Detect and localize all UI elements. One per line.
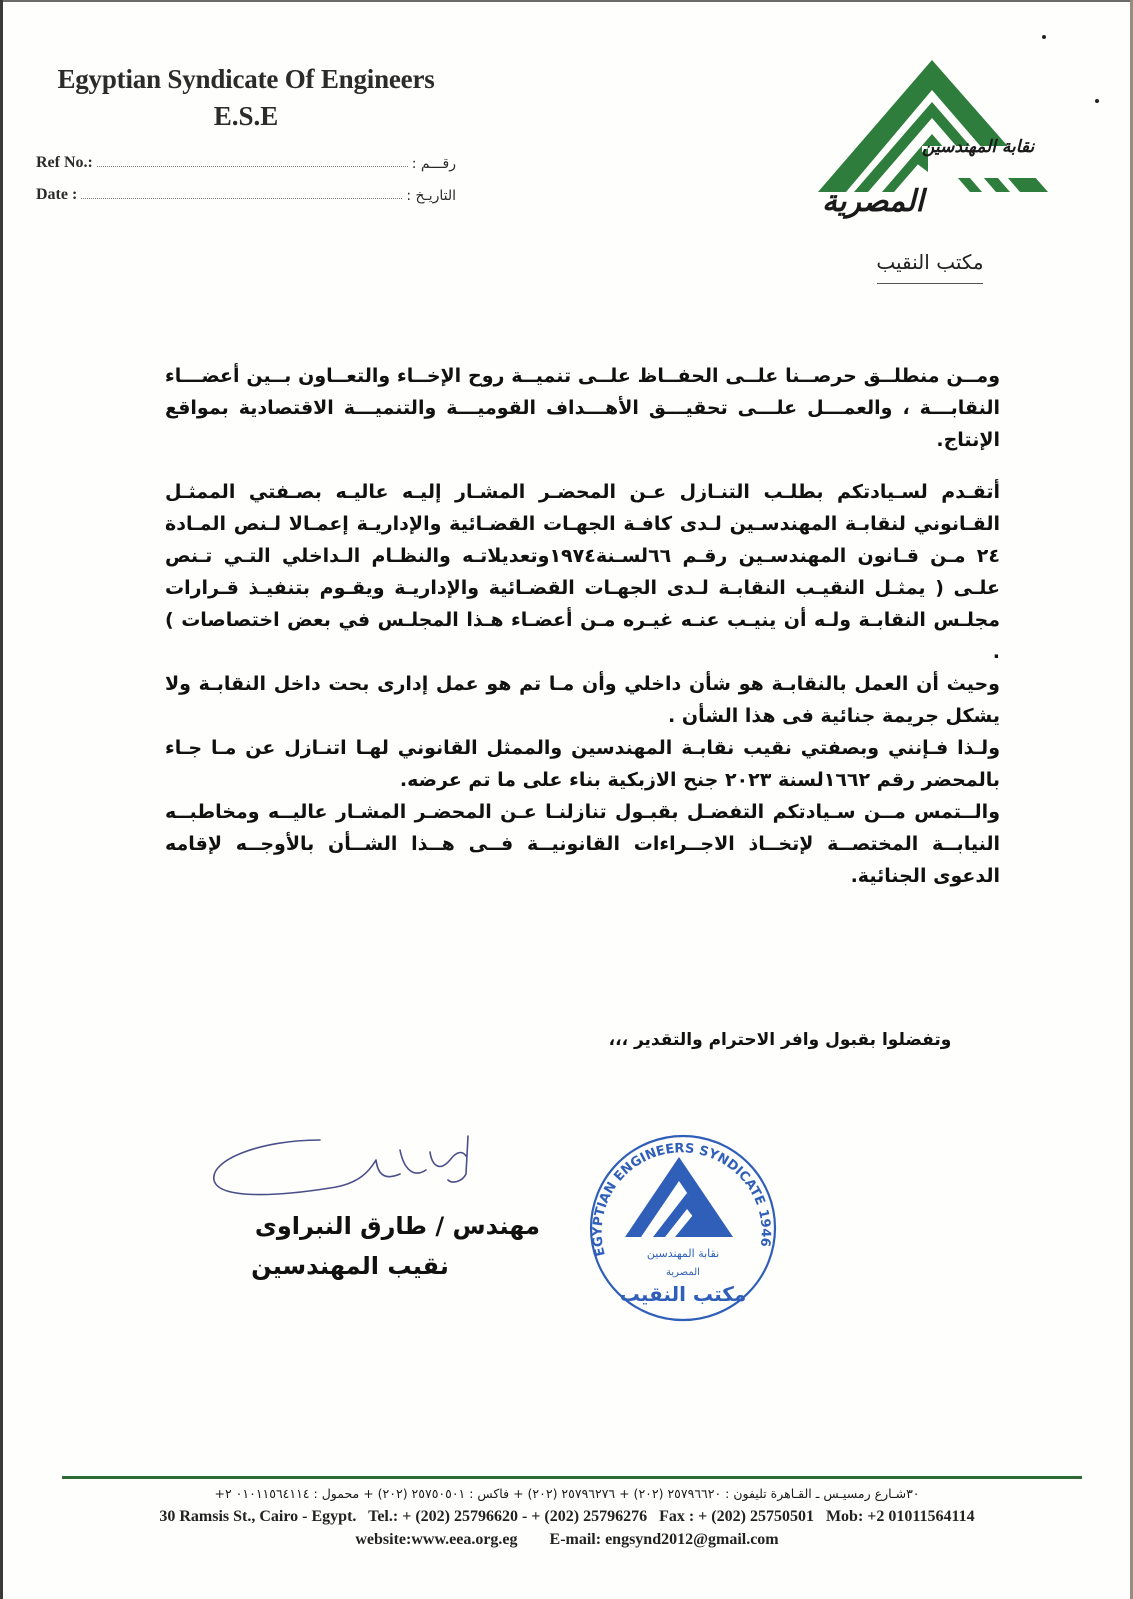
logo-title-line2: المصرية (822, 184, 924, 219)
footer-divider (62, 1476, 1082, 1479)
date-dotted-line (81, 197, 402, 199)
footer-address-ar: ٣٠شـارع رمسيـس ـ القـاهرة تليفون : ٢٥٧٩٦٦٢٠ (٢٠٢) + ٢٥٧٩٦٢٧٦ (٢٠٢) + فاكس : ٢٥٧٥٠٥٠١ (٢٠٢) + محمول : ٠١٠١١٥٦٤١١٤ ٢+ (214, 1486, 920, 1501)
logo-title-line1: نقابة المهندسين (922, 137, 1035, 157)
ref-number-field (36, 150, 456, 172)
footer-contact-line (62, 1531, 1072, 1549)
ref-dotted-line (97, 165, 408, 167)
body-paragraph: والــتمس مــن سـيادتكم التفضـل بقبـول تنازلنـا عـن المحضـر المشـار عاليــه ومخاطبــه النيابــة المختصــة لإتخــاذ الاجــراءات القانونيــة فــى هــذا الشــأن بالأوجــه لإقامه الدعوى الجنائية. (165, 801, 1000, 887)
footer-email-link[interactable]: E-mail: engsynd2012@gmail.com (549, 1531, 779, 1548)
stamp-inner-line1: نقابة المهندسين (646, 1247, 720, 1260)
official-stamp-icon (575, 1125, 785, 1325)
ref-label-ar: رقـــم : (411, 156, 456, 172)
stamp-inner-line2: المصرية (666, 1267, 700, 1278)
office-label: مكتب النقيب (876, 250, 984, 274)
stamp-inner-line3: مكتب النقيب (619, 1282, 747, 1306)
body-paragraph: أتقـدم لسـيادتكم بطلـب التنـازل عـن المحضـر المشـار إليـه عاليـه بصـفتي الممثـل القـانوني لنقابـة المهندسـين لـدى كافـة الجهـات القضـائية والإداريـة إعمـالا لـنص المـادة ٢٤ مـن قـانون المهندسـين رقـم ٦٦لسـنة١٩٧٤وتعديلاتـه والنظـام الـداخلي التـي تـنص علـى ( يمثـل النقيـب النقابـة لـدى الجهـات القضـائية والإداريـة ويقـوم بتنفيـذ قـرارات مجلـس النقابـة ولـه أن ينيـب عنـه غيـره مـن أعضـاء هـذا المجلـس في بعض اختصاصات ) . (165, 481, 1000, 663)
closing-line: وتفضلوا بقبول وافر الاحترام والتقدير ،،، (608, 1030, 952, 1050)
body-paragraph: ومــن منطلــق حرصــنا علــى الحفــاظ علــى تنميــة روح الإخــاء والتعــاون بــين أعضـــاء النقابـــة ، والعمـــل علـــى تحقيـــق الأهـــداف القوميـــة والتنميـــة الاقتصادية بمواقع الإنتاج. (165, 365, 1000, 451)
body-paragraph: وحيث أن العمل بالنقابـة هو شأن داخلي وأن مـا تم هو عمل إدارى بحت داخل النقابـة ولا يشكل جريمة جنائية فى هذا الشأن . (165, 673, 1000, 727)
footer-address-en: 30 Ramsis St., Cairo - Egypt. Tel.: + (202) 25796620 - + (202) 25796276 Fax : + (202) 25750501 Mob: +2 01011564114 (159, 1508, 975, 1525)
scan-speck (1042, 35, 1046, 39)
ref-label-en: Ref No.: (36, 154, 93, 171)
scan-speck (1095, 99, 1099, 103)
page-edge-top (0, 0, 1133, 2)
date-label-en: Date : (36, 186, 78, 203)
page-edge-left (0, 0, 3, 1599)
date-label-ar: التاريـخ : (406, 188, 456, 204)
signer-title: نقيب المهندسين (251, 1252, 449, 1280)
signer-name: مهندس / طارق النبراوى (254, 1212, 540, 1240)
org-abbreviation: E.S.E (213, 101, 279, 131)
date-field (36, 182, 456, 204)
org-name-en: Egyptian Syndicate Of Engineers (57, 64, 435, 94)
office-underline (877, 283, 983, 284)
footer-website-link[interactable]: website:www.eea.org.eg (355, 1531, 518, 1548)
letter-body (165, 360, 1000, 892)
stamp-ring-text: EGYPTIAN ENGINEERS SYNDICATE 1946 (590, 1141, 773, 1258)
handwritten-signature-icon (200, 1130, 500, 1220)
body-paragraph: ولـذا فـإنني وبصفتي نقيب نقابـة المهندسين والممثل القانوني لهـا اتنـازل عن مـا جـاء بالمحضر رقم ١٦٦٢لسنة ٢٠٢٣ جنح الازبكية بناء على ما تم عرضه. (165, 737, 1000, 791)
